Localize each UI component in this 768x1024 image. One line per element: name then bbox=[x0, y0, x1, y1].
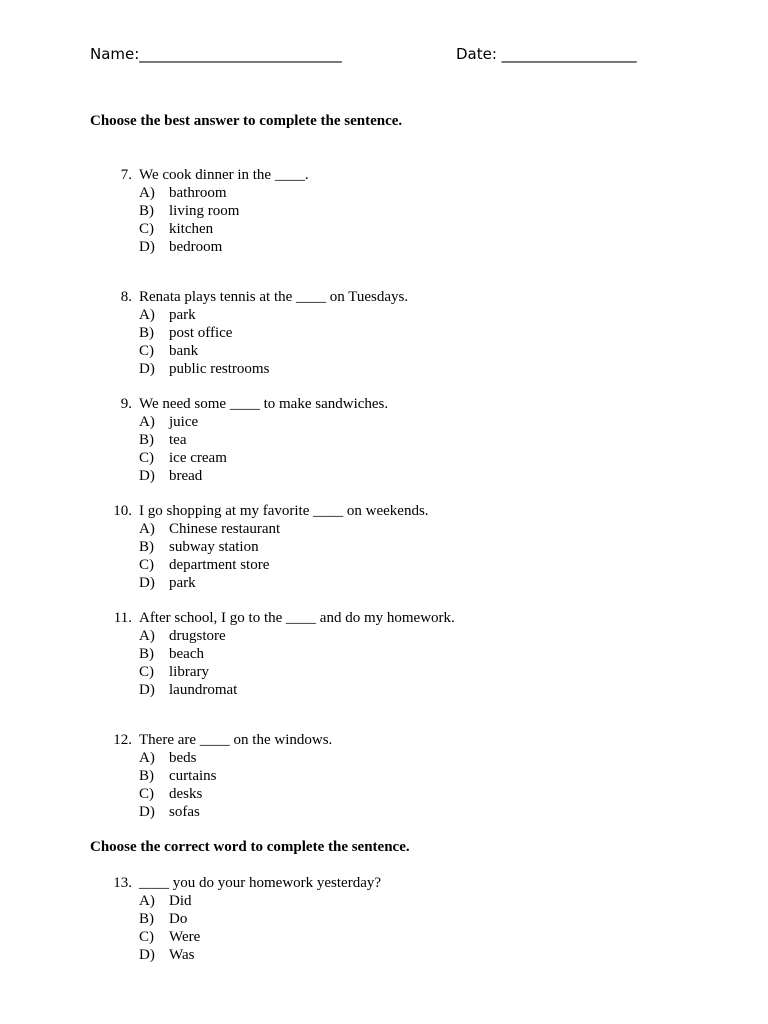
option-letter: A) bbox=[139, 628, 155, 644]
answer-option-c[interactable] bbox=[0, 449, 768, 467]
option-text: public restrooms bbox=[169, 361, 270, 377]
answer-option-b[interactable] bbox=[0, 767, 768, 785]
option-letter: B) bbox=[139, 911, 154, 927]
option-letter: A) bbox=[139, 521, 155, 537]
question-7 bbox=[0, 166, 768, 256]
option-text: Was bbox=[169, 947, 195, 963]
option-letter: B) bbox=[139, 646, 154, 662]
answer-option-d[interactable] bbox=[0, 681, 768, 699]
question-text: ____ you do your homework yesterday? bbox=[139, 875, 382, 891]
option-letter: C) bbox=[139, 664, 154, 680]
answer-option-d[interactable] bbox=[0, 238, 768, 256]
question-text: I go shopping at my favorite ____ on weekends. bbox=[139, 503, 429, 519]
question-text: After school, I go to the ____ and do my homework. bbox=[139, 610, 455, 626]
question-number: 9. bbox=[120, 396, 132, 412]
option-letter: B) bbox=[139, 432, 154, 448]
option-text: department store bbox=[169, 557, 270, 573]
option-text: drugstore bbox=[169, 628, 226, 644]
option-text: Were bbox=[169, 929, 201, 945]
option-letter: C) bbox=[139, 929, 154, 945]
answer-option-d[interactable] bbox=[0, 574, 768, 592]
answer-option-a[interactable] bbox=[0, 184, 768, 202]
option-letter: C) bbox=[139, 786, 154, 802]
option-letter: D) bbox=[139, 804, 155, 820]
option-letter: D) bbox=[139, 361, 155, 377]
answer-option-c[interactable] bbox=[0, 556, 768, 574]
answer-option-d[interactable] bbox=[0, 467, 768, 485]
option-text: bank bbox=[169, 343, 199, 359]
question-11 bbox=[0, 609, 768, 699]
section-heading-correct-word: Choose the correct word to complete the sentence. bbox=[90, 839, 410, 855]
option-text: library bbox=[169, 664, 209, 680]
section-heading-best-answer: Choose the best answer to complete the sentence. bbox=[90, 113, 403, 129]
option-text: beach bbox=[169, 646, 204, 662]
option-letter: A) bbox=[139, 307, 155, 323]
option-letter: A) bbox=[139, 185, 155, 201]
answer-option-d[interactable] bbox=[0, 803, 768, 821]
answer-option-a[interactable] bbox=[0, 892, 768, 910]
answer-option-c[interactable] bbox=[0, 928, 768, 946]
answer-option-c[interactable] bbox=[0, 785, 768, 803]
option-text: sofas bbox=[169, 804, 200, 820]
option-text: subway station bbox=[169, 539, 259, 555]
answer-option-c[interactable] bbox=[0, 220, 768, 238]
option-text: bread bbox=[169, 468, 203, 484]
answer-option-d[interactable] bbox=[0, 946, 768, 964]
question-number: 13. bbox=[113, 875, 132, 891]
answer-option-b[interactable] bbox=[0, 202, 768, 220]
option-letter: B) bbox=[139, 325, 154, 341]
answer-option-a[interactable] bbox=[0, 306, 768, 324]
date-field[interactable]: Date: __________________ bbox=[456, 45, 637, 63]
question-text: There are ____ on the windows. bbox=[139, 732, 333, 748]
option-letter: D) bbox=[139, 239, 155, 255]
option-letter: D) bbox=[139, 947, 155, 963]
option-letter: A) bbox=[139, 414, 155, 430]
option-letter: C) bbox=[139, 343, 154, 359]
option-text: living room bbox=[169, 203, 240, 219]
option-text: tea bbox=[169, 432, 187, 448]
option-text: Chinese restaurant bbox=[169, 521, 281, 537]
name-field[interactable]: Name:___________________________ bbox=[90, 45, 342, 63]
question-9 bbox=[0, 395, 768, 485]
question-text: We cook dinner in the ____. bbox=[139, 167, 309, 183]
option-text: beds bbox=[169, 750, 197, 766]
question-10 bbox=[0, 502, 768, 592]
answer-option-a[interactable] bbox=[0, 749, 768, 767]
option-letter: D) bbox=[139, 468, 155, 484]
answer-option-b[interactable] bbox=[0, 645, 768, 663]
question-text: Renata plays tennis at the ____ on Tuesdays. bbox=[139, 289, 409, 305]
option-text: desks bbox=[169, 786, 203, 802]
option-text: laundromat bbox=[169, 682, 238, 698]
question-number: 10. bbox=[113, 503, 132, 519]
option-text: ice cream bbox=[169, 450, 227, 466]
answer-option-b[interactable] bbox=[0, 324, 768, 342]
option-text: bedroom bbox=[169, 239, 223, 255]
option-letter: C) bbox=[139, 221, 154, 237]
question-number: 11. bbox=[113, 610, 132, 626]
option-text: Did bbox=[169, 893, 192, 909]
answer-option-a[interactable] bbox=[0, 627, 768, 645]
option-text: curtains bbox=[169, 768, 217, 784]
answer-option-c[interactable] bbox=[0, 663, 768, 681]
answer-option-d[interactable] bbox=[0, 360, 768, 378]
option-letter: B) bbox=[139, 539, 154, 555]
option-letter: A) bbox=[139, 893, 155, 909]
option-text: juice bbox=[169, 414, 199, 430]
question-number: 12. bbox=[113, 732, 132, 748]
option-text: kitchen bbox=[169, 221, 214, 237]
option-letter: A) bbox=[139, 750, 155, 766]
question-8 bbox=[0, 288, 768, 378]
option-letter: D) bbox=[139, 682, 155, 698]
answer-option-a[interactable] bbox=[0, 520, 768, 538]
answer-option-a[interactable] bbox=[0, 413, 768, 431]
question-13 bbox=[0, 874, 768, 964]
answer-option-b[interactable] bbox=[0, 910, 768, 928]
option-letter: C) bbox=[139, 450, 154, 466]
option-letter: D) bbox=[139, 575, 155, 591]
option-letter: B) bbox=[139, 203, 154, 219]
question-number: 7. bbox=[120, 167, 132, 183]
option-letter: C) bbox=[139, 557, 154, 573]
question-12 bbox=[0, 731, 768, 821]
question-text: We need some ____ to make sandwiches. bbox=[139, 396, 389, 412]
option-text: park bbox=[169, 307, 196, 323]
answer-option-c[interactable] bbox=[0, 342, 768, 360]
option-text: Do bbox=[169, 911, 188, 927]
question-number: 8. bbox=[120, 289, 132, 305]
answer-option-b[interactable] bbox=[0, 538, 768, 556]
option-letter: B) bbox=[139, 768, 154, 784]
answer-option-b[interactable] bbox=[0, 431, 768, 449]
option-text: post office bbox=[169, 325, 233, 341]
option-text: park bbox=[169, 575, 196, 591]
option-text: bathroom bbox=[169, 185, 227, 201]
